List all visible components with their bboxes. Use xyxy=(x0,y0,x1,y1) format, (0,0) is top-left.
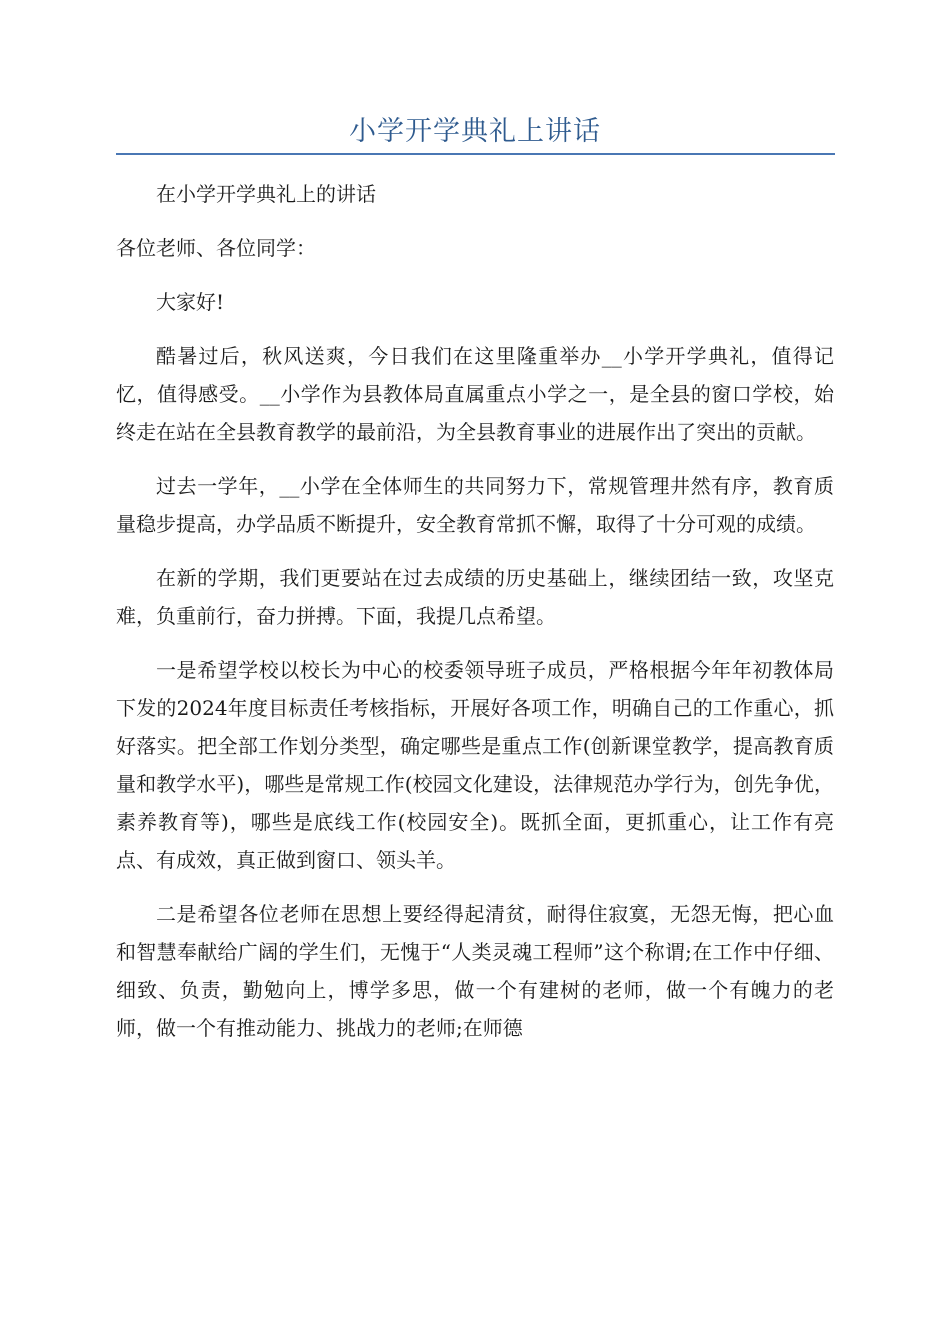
paragraph: 酷暑过后，秋风送爽，今日我们在这里隆重举办__小学开学典礼，值得记忆，值得感受。__小学作为县教体局直属重点小学之一，是全县的窗口学校，始终走在站在全县教育教学的最前沿，为全县教育事业的进展作出了突出的贡献。 xyxy=(116,344,834,444)
paragraph: 一是希望学校以校长为中心的校委领导班子成员，严格根据今年年初教体局下发的2024年度目标责任考核指标，开展好各项工作，明确自己的工作重心，抓好落实。把全部工作划分类型，确定哪些是重点工作(创新课堂教学，提高教育质量和教学水平)，哪些是常规工作(校园文化建设，法律规范办学行为，创先争优，素养教育等)，哪些是底线工作(校园安全)。既抓全面，更抓重心，让工作有亮点、有成效，真正做到窗口、领头羊。 xyxy=(116,658,834,872)
paragraph: 过去一学年，__小学在全体师生的共同努力下，常规管理井然有序，教育质量稳步提高，办学品质不断提升，安全教育常抓不懈，取得了十分可观的成绩。 xyxy=(116,474,834,536)
paragraph: 在小学开学典礼上的讲话 xyxy=(156,182,376,206)
paragraph: 在新的学期，我们更要站在过去成绩的历史基础上，继续团结一致，攻坚克难，负重前行，奋力拼搏。下面，我提几点希望。 xyxy=(116,566,834,628)
paragraph: 各位老师、各位同学： xyxy=(116,236,316,260)
paragraph: 二是希望各位老师在思想上要经得起清贫，耐得住寂寞，无怨无悔，把心血和智慧奉献给广阔的学生们，无愧于“人类灵魂工程师”这个称谓;在工作中仔细、细致、负责，勤勉向上，博学多思，做一个有建树的老师，做一个有魄力的老师，做一个有推动能力、挑战力的老师;在师德 xyxy=(116,902,834,1040)
title-underline xyxy=(116,153,835,155)
document-body xyxy=(116,175,834,1063)
document-title: 小学开学典礼上讲话 xyxy=(349,116,601,147)
paragraph: 大家好! xyxy=(156,290,225,314)
